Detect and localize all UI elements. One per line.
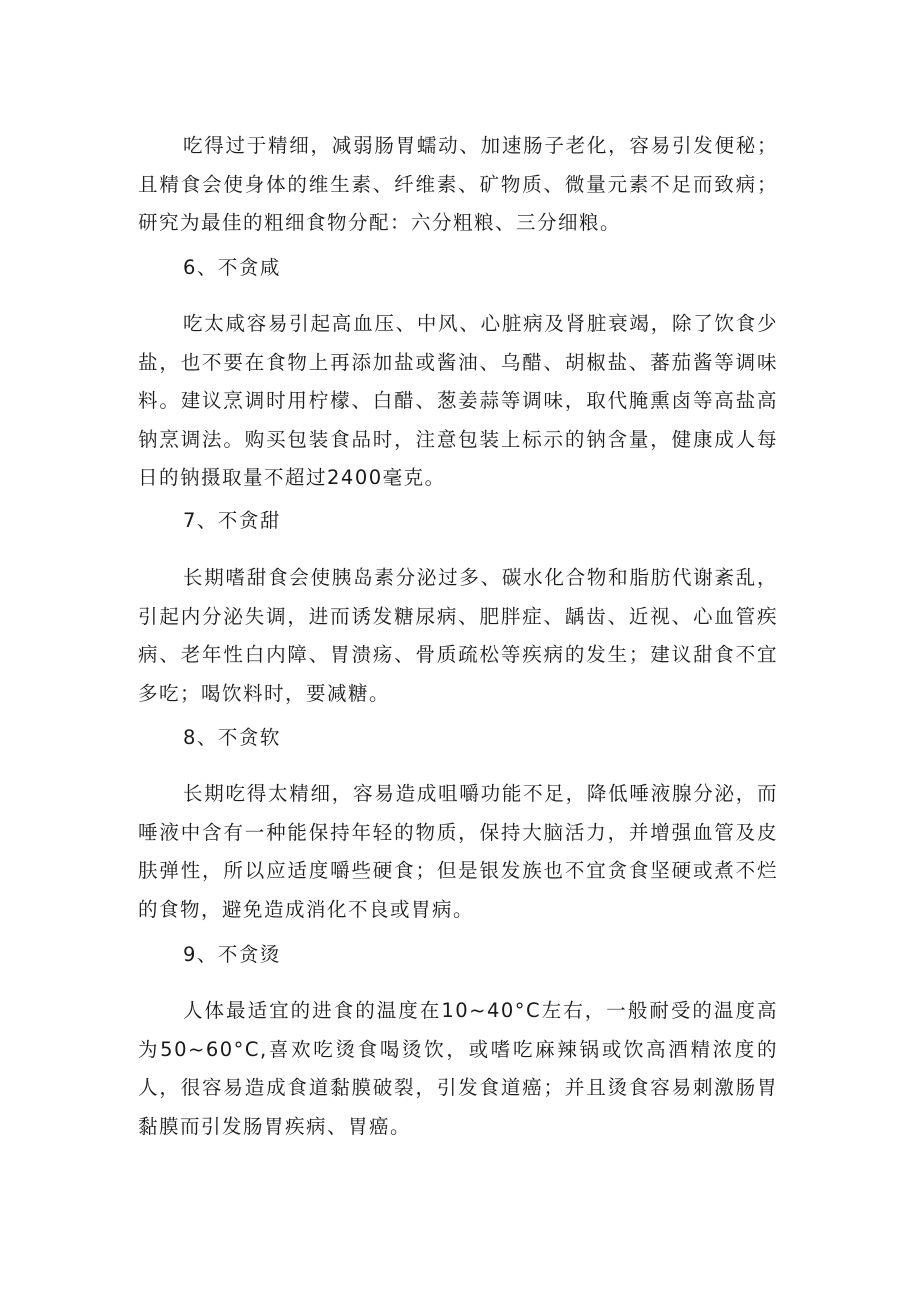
paragraph-sugar: 长期嗜甜食会使胰岛素分泌过多、碳水化合物和脂肪代谢紊乱，引起内分泌失调，进而诱发糖尿病、肥胖症、龋齿、近视、心血管疾病、老年性白内障、胃溃疡、骨质疏松等疾病的发生；建议甜食不宜多吃；喝饮料时，要减糖。 xyxy=(138,566,778,705)
heading-not-sweet: 7、不贪甜 xyxy=(183,509,281,532)
paragraph-soft-food: 长期吃得太精细，容易造成咀嚼功能不足，降低唾液腺分泌，而唾液中含有一种能保持年轻的物质，保持大脑活力，并增强血管及皮肤弹性，所以应适度嚼些硬食；但是银发族也不宜贪食坚硬或煮不烂的食物，避免造成消化不良或胃病。 xyxy=(138,782,778,921)
heading-not-soft: 8、不贪软 xyxy=(183,726,281,749)
paragraph-salt: 吃太咸容易引起高血压、中风、心脏病及肾脏衰竭，除了饮食少盐，也不要在食物上再添加盐或酱油、乌醋、胡椒盐、蕃茄酱等调味料。建议烹调时用柠檬、白醋、葱姜蒜等调味，取代腌熏卤等高盐高钠烹调法。购买包装食品时，注意包装上标示的钠含量，健康成人每日的钠摄取量不超过2400毫克。 xyxy=(138,312,778,489)
paragraph-fine-food: 吃得过于精细，减弱肠胃蠕动、加速肠子老化，容易引发便秘；且精食会使身体的维生素、纤维素、矿物质、微量元素不足而致病；研究为最佳的粗细食物分配：六分粗粮、三分细粮。 xyxy=(138,134,778,234)
heading-not-salty: 6、不贪咸 xyxy=(183,256,281,279)
paragraph-hot-food: 人体最适宜的进食的温度在10~40°C左右，一般耐受的温度高为50~60°C,喜欢吃烫食喝烫饮，或嗜吃麻辣锅或饮高酒精浓度的人，很容易造成食道黏膜破裂，引发食道癌；并且烫食容易刺激肠胃黏膜而引发肠胃疾病、胃癌。 xyxy=(138,999,778,1138)
heading-not-hot: 9、不贪烫 xyxy=(183,943,281,966)
